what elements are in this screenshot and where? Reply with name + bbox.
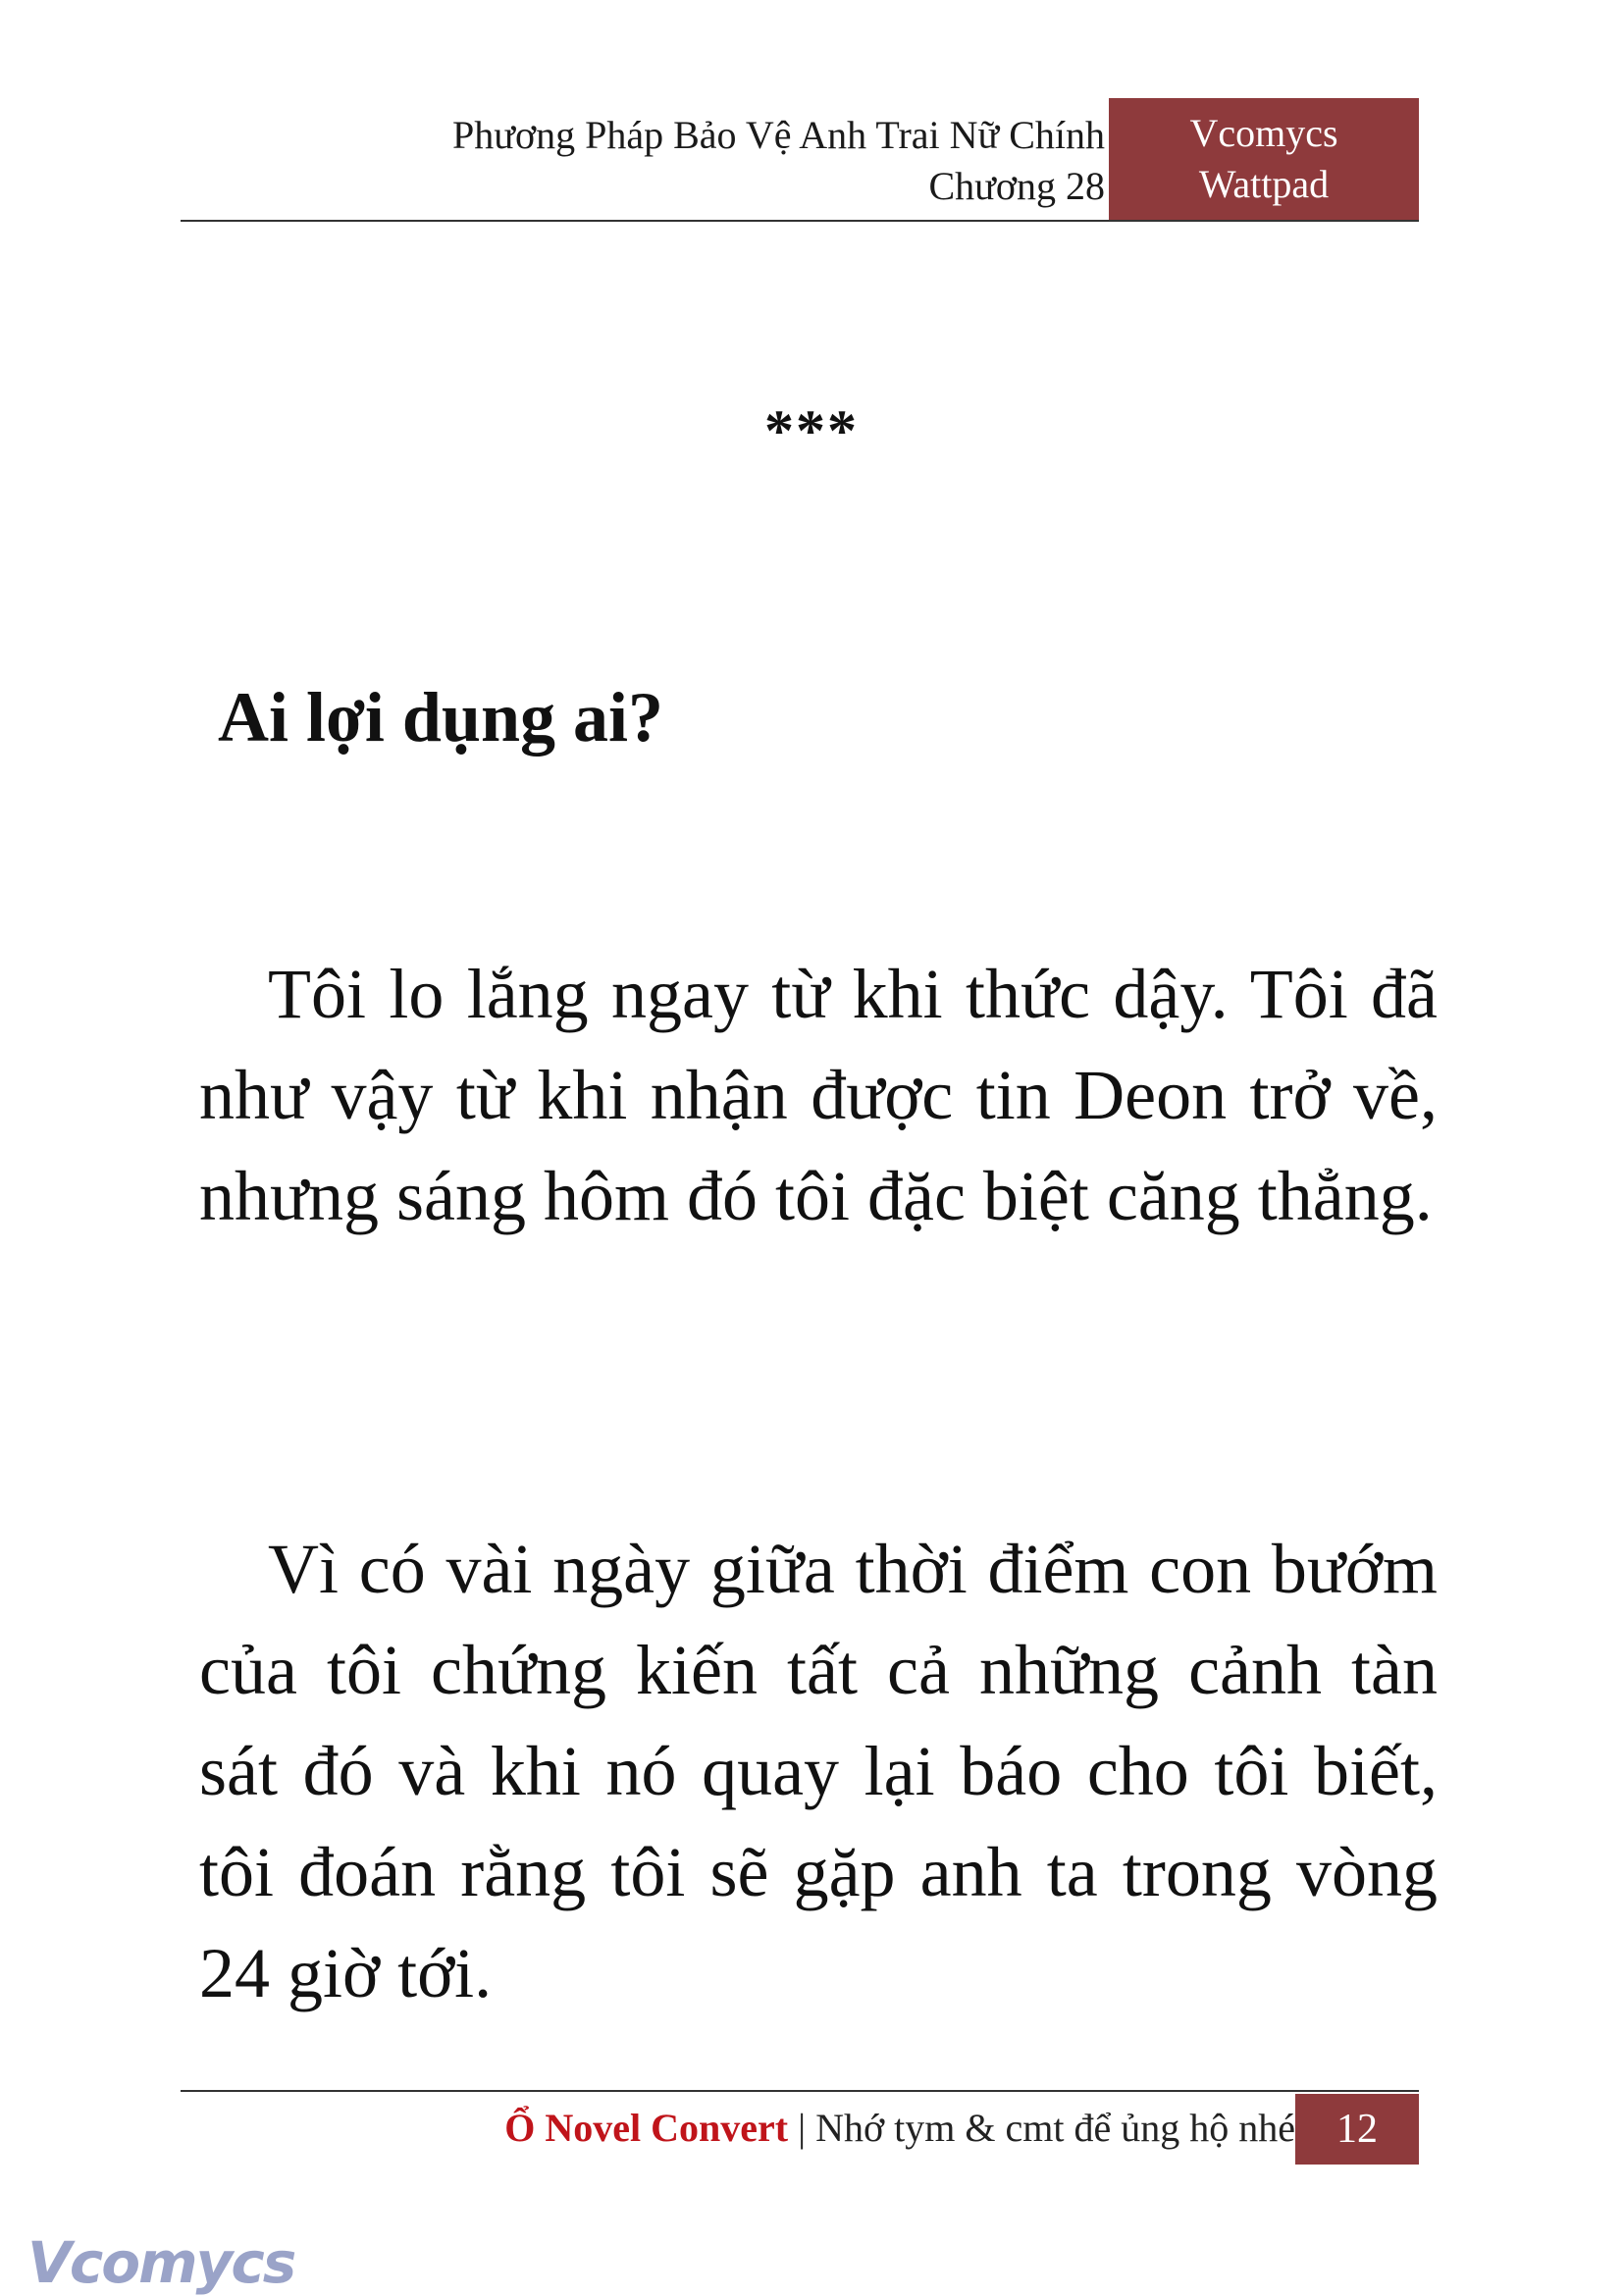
badge-line-2: Wattpad bbox=[1198, 162, 1330, 206]
badge-line-1: Vcomycs bbox=[1189, 111, 1338, 155]
header-title-block bbox=[452, 110, 1105, 212]
source-badge bbox=[1109, 98, 1419, 220]
footer-separator: | bbox=[798, 2106, 807, 2150]
scene-separator: *** bbox=[764, 398, 859, 463]
page-footer bbox=[181, 2090, 1419, 2165]
section-title: Ai lợi dụng ai? bbox=[218, 678, 664, 757]
paragraph-1: Tôi lo lắng ngay từ khi thức dậy. Tôi đã như vậy từ khi nhận được tin Deon trở về, nhưng sáng hôm đó tôi đặc biệt căng thẳng. bbox=[199, 955, 1438, 1235]
page-number: 12 bbox=[1295, 2094, 1419, 2165]
footer-text bbox=[504, 2104, 1295, 2153]
page-header bbox=[181, 98, 1419, 222]
book-title: Phương Pháp Bảo Vệ Anh Trai Nữ Chính bbox=[452, 113, 1105, 157]
footer-brand: Ổ Novel Convert bbox=[504, 2106, 789, 2150]
paragraph-2: Vì có vài ngày giữa thời điểm con bướm của tôi chứng kiến tất cả những cảnh tàn sát đó và khi nó quay lại báo cho tôi biết, tôi đoán rằng tôi sẽ gặp anh ta trong vòng 24 giờ tới. bbox=[199, 1530, 1438, 2012]
footer-note: Nhớ tym & cmt để ủng hộ nhé bbox=[815, 2106, 1295, 2150]
chapter-label: Chương 28 bbox=[928, 164, 1105, 208]
watermark-logo: Vcomycs bbox=[27, 2229, 295, 2296]
